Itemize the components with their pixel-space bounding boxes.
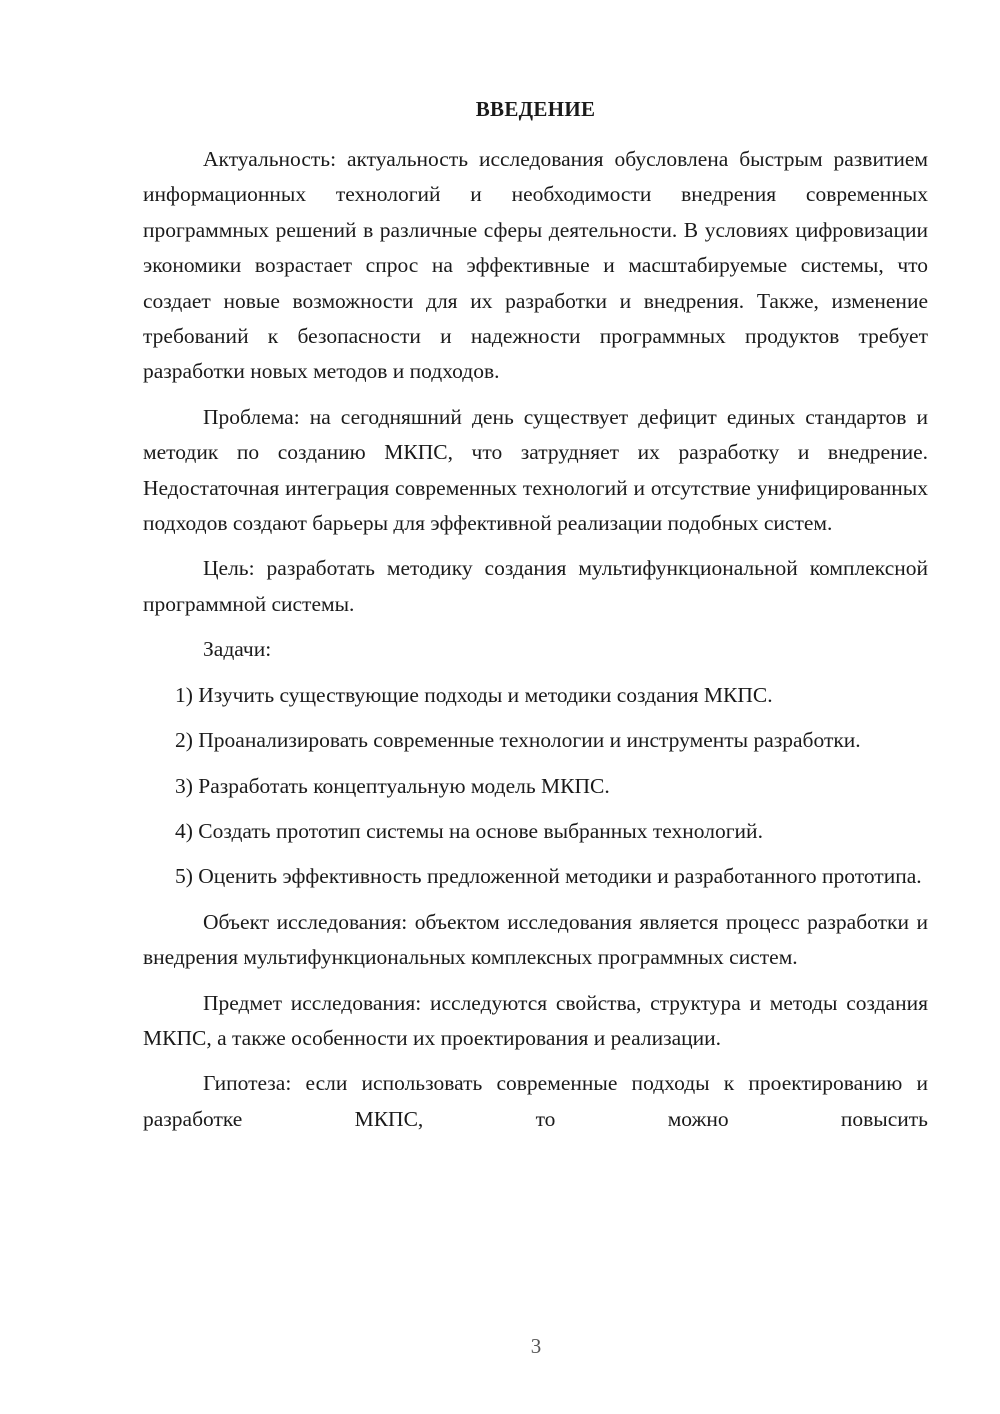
task-item: 2) Проанализировать современные технологии и инструменты разработки. <box>175 728 861 753</box>
paragraph-relevance: Актуальность: актуальность исследования обусловлена быстрым развитием информационных технологий и необходимости внедрения современных программных решений в различные сферы деятельности. В условиях цифровизации экономики возрастает спрос на эффективные и масштабируемые системы, что создает новые возможности для их разработки и внедрения. Также, изменение требований к безопасности и надежности программных продуктов требует разработки новых методов и подходов. <box>143 147 928 384</box>
paragraph-problem: Проблема: на сегодняшний день существует дефицит единых стандартов и методик по созданию МКПС, что затрудняет их разработку и внедрение. Недостаточная интеграция современных технологий и отсутствие унифицированных подходов создают барьеры для эффективной реализации подобных систем. <box>143 404 928 536</box>
page-number: 3 <box>530 1334 542 1358</box>
task-item: 3) Разработать концептуальную модель МКПС. <box>175 773 610 798</box>
task-item: 4) Создать прототип системы на основе выбранных технологий. <box>175 818 763 843</box>
task-item: 1) Изучить существующие подходы и методики создания МКПС. <box>175 682 773 707</box>
tasks-label: Задачи: <box>203 637 272 662</box>
document-page <box>143 96 928 1137</box>
paragraph-object: Объект исследования: объектом исследования является процесс разработки и внедрения мультифункциональных комплексных программных систем. <box>143 909 928 970</box>
paragraph-goal: Цель: разработать методику создания мультифункциональной комплексной программной системы. <box>143 556 928 616</box>
section-heading: ВВЕДЕНИЕ <box>475 97 596 121</box>
paragraph-hypothesis: Гипотеза: если использовать современные подходы к проектированию и разработке МКПС, то можно повысить <box>143 1071 928 1131</box>
task-item: 5) Оценить эффективность предложенной методики и разработанного прототипа. <box>175 864 922 889</box>
paragraph-subject: Предмет исследования: исследуются свойства, структура и методы создания МКПС, а также особенности их проектирования и реализации. <box>143 990 928 1050</box>
